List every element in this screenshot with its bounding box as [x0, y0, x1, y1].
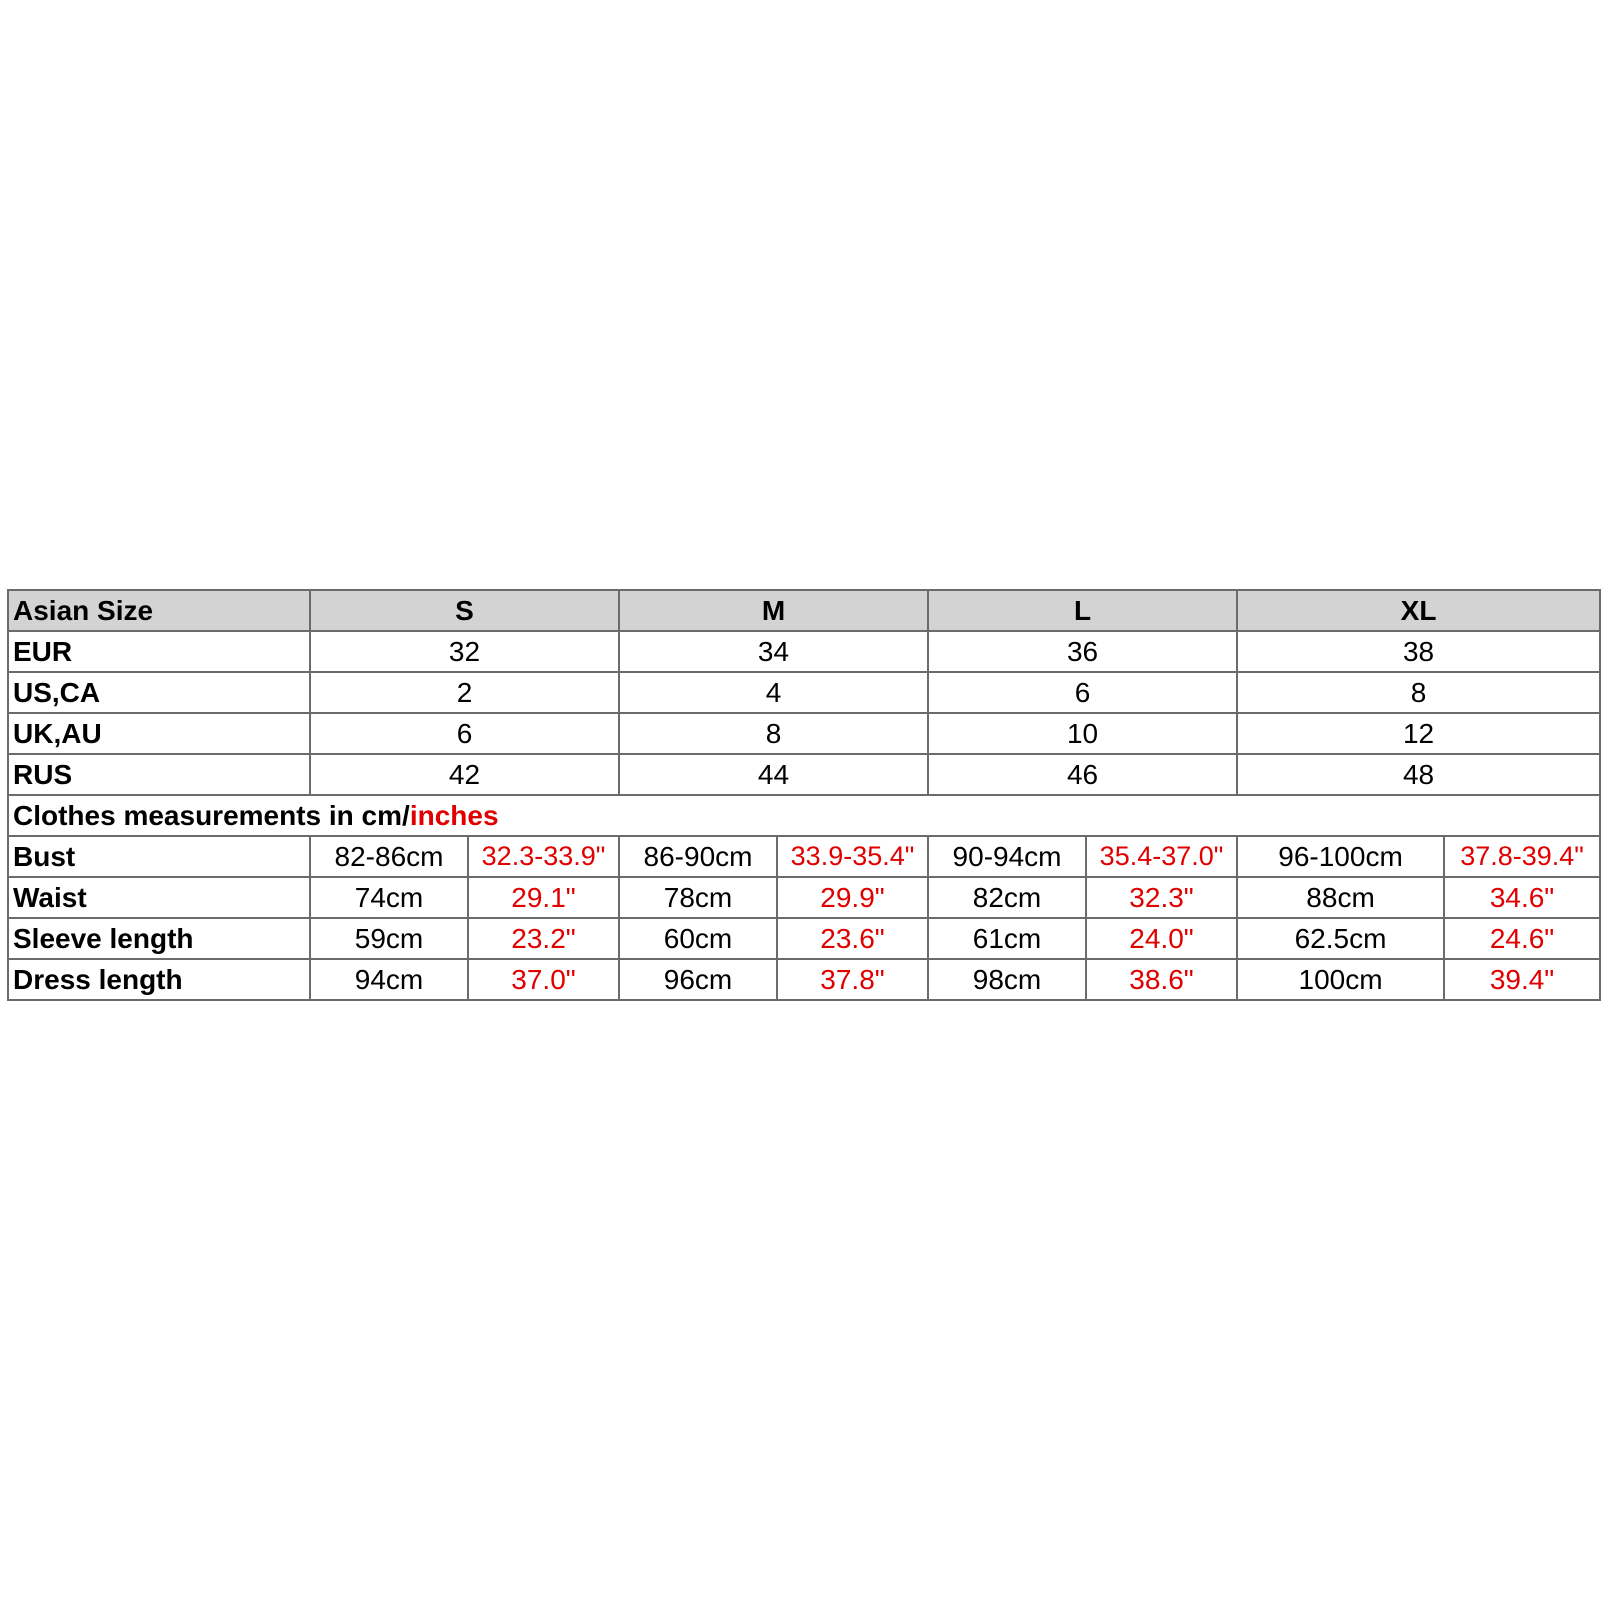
inch-value: 24.0"	[1086, 918, 1237, 959]
cm-value: 60cm	[619, 918, 777, 959]
inch-value: 23.6"	[777, 918, 928, 959]
size-value: 12	[1237, 713, 1600, 754]
inch-value: 34.6"	[1444, 877, 1600, 918]
cm-value: 96-100cm	[1237, 836, 1444, 877]
section-title-suffix: inches	[409, 799, 499, 831]
inch-value: 29.1"	[468, 877, 619, 918]
size-value: 42	[310, 754, 619, 795]
cm-value: 96cm	[619, 959, 777, 1000]
conversion-row-us-ca	[8, 672, 1600, 713]
cm-value: 74cm	[310, 877, 468, 918]
inch-value: 37.8"	[777, 959, 928, 1000]
row-label: UK,AU	[8, 713, 310, 754]
size-value: 8	[619, 713, 928, 754]
measurements-section-row	[8, 795, 1600, 836]
size-value: 48	[1237, 754, 1600, 795]
inch-value: 29.9"	[777, 877, 928, 918]
size-value: 6	[310, 713, 619, 754]
size-header-m: M	[619, 590, 928, 631]
inch-value: 37.8-39.4"	[1444, 836, 1600, 877]
size-chart-table	[7, 589, 1601, 1001]
cm-value: 86-90cm	[619, 836, 777, 877]
size-value: 34	[619, 631, 928, 672]
measurement-row-sleeve-length	[8, 918, 1600, 959]
size-value: 8	[1237, 672, 1600, 713]
size-value: 46	[928, 754, 1237, 795]
row-label: RUS	[8, 754, 310, 795]
inch-value: 37.0"	[468, 959, 619, 1000]
size-header-l: L	[928, 590, 1237, 631]
inch-value: 39.4"	[1444, 959, 1600, 1000]
row-label: Sleeve length	[8, 918, 310, 959]
cm-value: 62.5cm	[1237, 918, 1444, 959]
row-label: Waist	[8, 877, 310, 918]
inch-value: 24.6"	[1444, 918, 1600, 959]
size-value: 44	[619, 754, 928, 795]
cm-value: 88cm	[1237, 877, 1444, 918]
size-value: 36	[928, 631, 1237, 672]
inch-value: 23.2"	[468, 918, 619, 959]
cm-value: 78cm	[619, 877, 777, 918]
cm-value: 59cm	[310, 918, 468, 959]
header-row	[8, 590, 1600, 631]
inch-value: 38.6"	[1086, 959, 1237, 1000]
section-title	[8, 795, 1600, 836]
section-title-prefix: Clothes measurements in cm/	[13, 799, 410, 831]
cm-value: 82cm	[928, 877, 1086, 918]
cm-value: 61cm	[928, 918, 1086, 959]
header-label: Asian Size	[8, 590, 310, 631]
size-value: 38	[1237, 631, 1600, 672]
measurement-row-bust	[8, 836, 1600, 877]
conversion-row-rus	[8, 754, 1600, 795]
size-header-s: S	[310, 590, 619, 631]
row-label: Dress length	[8, 959, 310, 1000]
inch-value: 32.3"	[1086, 877, 1237, 918]
conversion-row-uk-au	[8, 713, 1600, 754]
row-label: US,CA	[8, 672, 310, 713]
size-value: 4	[619, 672, 928, 713]
measurement-row-waist	[8, 877, 1600, 918]
size-value: 10	[928, 713, 1237, 754]
inch-value: 32.3-33.9"	[468, 836, 619, 877]
cm-value: 90-94cm	[928, 836, 1086, 877]
measurement-row-dress-length	[8, 959, 1600, 1000]
size-header-xl: XL	[1237, 590, 1600, 631]
cm-value: 98cm	[928, 959, 1086, 1000]
row-label: Bust	[8, 836, 310, 877]
cm-value: 100cm	[1237, 959, 1444, 1000]
size-value: 6	[928, 672, 1237, 713]
cm-value: 94cm	[310, 959, 468, 1000]
inch-value: 35.4-37.0"	[1086, 836, 1237, 877]
row-label: EUR	[8, 631, 310, 672]
conversion-row-eur	[8, 631, 1600, 672]
inch-value: 33.9-35.4"	[777, 836, 928, 877]
cm-value: 82-86cm	[310, 836, 468, 877]
size-value: 2	[310, 672, 619, 713]
size-value: 32	[310, 631, 619, 672]
